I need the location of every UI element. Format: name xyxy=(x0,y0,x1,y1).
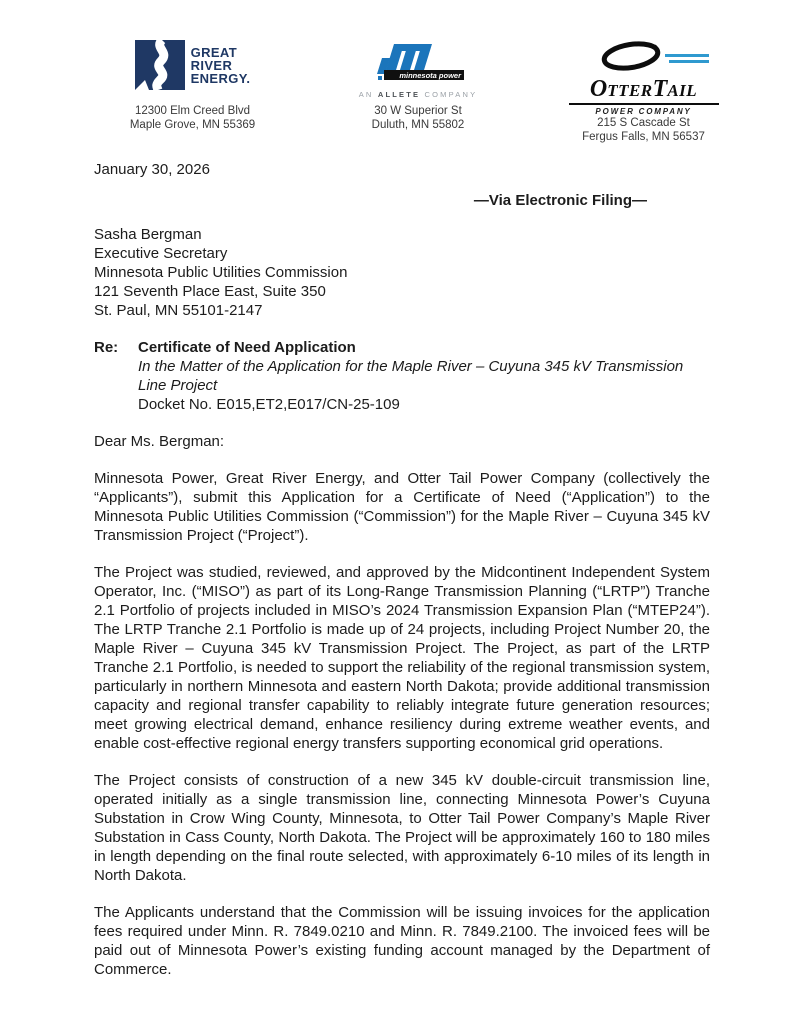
great-river-energy-lockup xyxy=(135,40,251,95)
letter-date: January 30, 2026 xyxy=(94,161,210,178)
minnesota-power-block xyxy=(331,40,506,132)
letterhead xyxy=(0,0,791,144)
minnesota-power-tagline xyxy=(359,90,478,99)
minnesota-power-wordmark: minnesota power xyxy=(399,71,461,80)
address-line: 30 W Superior St xyxy=(374,105,462,117)
paragraph-3: The Project consists of construction of a new 345 kV double-circuit transmission line, operated initially as a single transmission line, connecting Minnesota Power’s Cuyuna Substation in Crow Wing County, Minnesota, to Otter Tail Power Company’s Maple River Substation in Cass County, North Dakota. The Project will be approximately 160 to 180 miles in length depending on the final route selected, with approximately 6-10 miles of its length in North Dakota. xyxy=(94,772,710,884)
address-line: Duluth, MN 55802 xyxy=(371,119,465,131)
address-line: 12300 Elm Creed Blvd xyxy=(134,105,251,117)
via-electronic-filing: —Via Electronic Filing— xyxy=(473,192,647,209)
great-river-energy-icon xyxy=(135,40,185,95)
re-content xyxy=(138,338,710,414)
address-line: Fergus Falls, MN 56537 xyxy=(582,131,705,143)
salutation: Dear Ms. Bergman: xyxy=(94,433,225,450)
re-label: Re: xyxy=(94,339,119,356)
paragraph-1: Minnesota Power, Great River Energy, and Otter Tail Power Company (collectively the “Applicants”), submit this Application for a Certificate of Need (“Application”) to the Minnesota Public Utilities Commission (“Commission”) for the Maple River – Cuyuna 345 kV Transmission Project (“Project”). xyxy=(94,470,710,544)
gre-wordmark-line: ENERGY. xyxy=(190,71,251,86)
paragraph-2: The Project was studied, reviewed, and approved by the Midcontinent Independent System Operator, Inc. (“MISO”) as part of its Long-Range Transmission Planning (“LRTP”) Tranche 2.1 Portfolio of projects included in MISO’s 2024 Transmission Expansion Plan (“MTEP24”). The LRTP Tranche 2.1 Portfolio is made up of 24 projects, including Project Number 20, the Maple River – Cuyuna 345 kV Transmission Project. The Project, as part of the LRTP Tranche 2.1 Portfolio, is needed to support the reliability of the regional transmission system, particularly in northern Minnesota and eastern North Dakota; provide additional transmission capacity and regional transfer capability to reliably integrate future generation resources; meet growing electrical demand, enhance resiliency during extreme weather events, and enable cost-effective regional energy transfers supporting economical grid operations. xyxy=(94,564,710,752)
wordmark-part: TTER xyxy=(607,81,653,100)
otter-tail-block xyxy=(536,40,751,144)
re-block xyxy=(94,338,710,414)
minnesota-power-lockup xyxy=(359,40,478,99)
tagline-an: AN xyxy=(358,90,374,99)
recipient-title: Executive Secretary xyxy=(94,245,228,262)
great-river-energy-logo xyxy=(135,40,251,100)
address-line: Maple Grove, MN 55369 xyxy=(129,119,256,131)
otter-tail-wordmark xyxy=(589,76,698,102)
minnesota-power-icon xyxy=(370,40,466,87)
gre-wordmark-line: RIVER xyxy=(190,58,233,73)
wordmark-part: T xyxy=(652,76,668,102)
tagline-company: COMPANY xyxy=(424,90,478,99)
otter-tail-logo xyxy=(564,40,724,116)
gre-wordmark-line: GREAT xyxy=(190,45,238,60)
recipient-street: 121 Seventh Place East, Suite 350 xyxy=(94,283,326,300)
address-line: 215 S Cascade St xyxy=(597,117,690,129)
recipient-block xyxy=(94,225,710,320)
otter-tail-icon xyxy=(569,40,719,79)
otter-tail-address xyxy=(582,116,705,144)
tagline-allete: ALLETE xyxy=(377,90,421,99)
otter-tail-lockup xyxy=(564,40,724,116)
recipient-org: Minnesota Public Utilities Commission xyxy=(94,264,348,281)
re-matter: In the Matter of the Application for the Maple River – Cuyuna 345 kV Transmission Line Project xyxy=(138,358,684,394)
recipient-city: St. Paul, MN 55101-2147 xyxy=(94,302,263,319)
minnesota-power-logo xyxy=(359,40,478,100)
great-river-energy-block xyxy=(85,40,300,132)
minnesota-power-address xyxy=(372,104,465,132)
wordmark-part: AIL xyxy=(667,81,698,100)
recipient-name: Sasha Bergman xyxy=(94,226,202,243)
great-river-energy-address xyxy=(130,104,255,132)
letter-body xyxy=(0,160,791,979)
great-river-energy-wordmark xyxy=(191,46,251,85)
re-docket: Docket No. E015,ET2,E017/CN-25-109 xyxy=(138,396,400,413)
otter-tail-rule xyxy=(569,103,719,105)
paragraph-4: The Applicants understand that the Commission will be issuing invoices for the application fees required under Minn. R. 7849.0210 and Minn. R. 7849.2100. The invoiced fees will be paid out of Minnesota Power’s existing funding account managed by the Department of Commerce. xyxy=(94,904,710,978)
wordmark-part: O xyxy=(589,76,608,102)
otter-tail-subtitle: POWER COMPANY xyxy=(595,107,692,116)
re-subject: Certificate of Need Application xyxy=(138,339,356,356)
